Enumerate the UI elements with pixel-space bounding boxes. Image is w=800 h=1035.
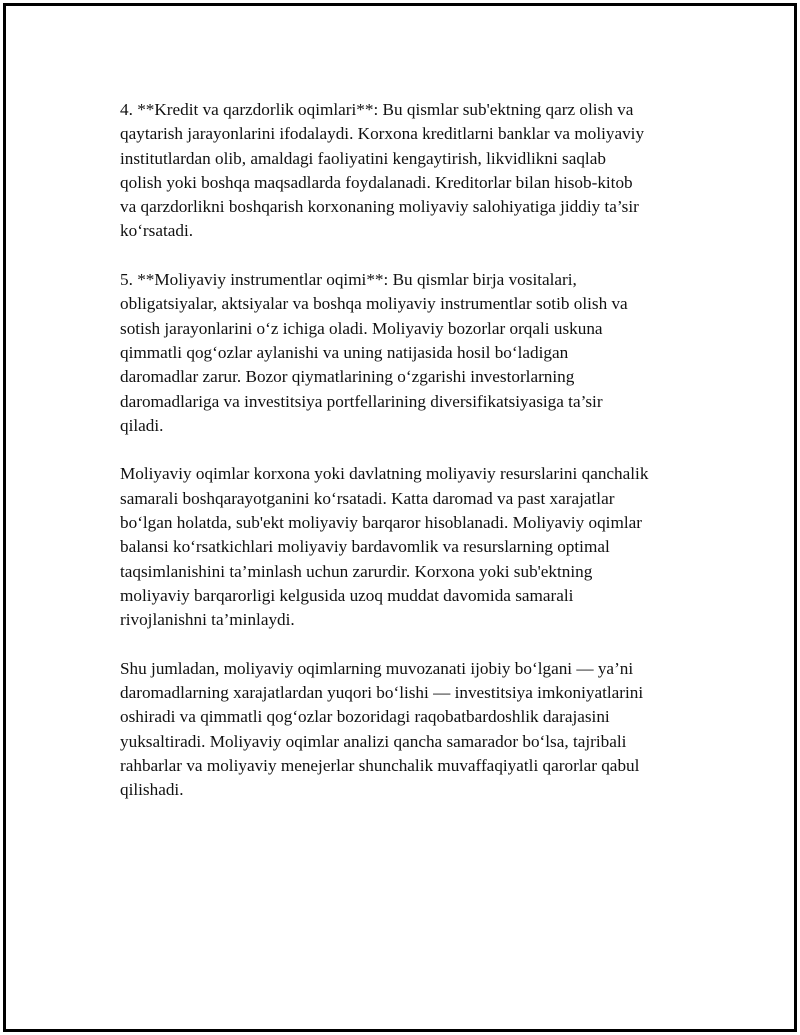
text-line: daromadlarning xarajatlardan yuqori bo‘lishi — investitsiya imkoniyatlarini: [120, 683, 644, 703]
text-line: qolish yoki boshqa maqsadlarda foydalanadi. Kreditorlar bilan hisob-kitob: [120, 172, 633, 192]
text-line: daromadlar zarur. Bozor qiymatlarining o‘zgarishi investorlarning: [120, 367, 575, 387]
text-line: obligatsiyalar, aktsiyalar va boshqa moliyaviy instrumentlar sotib olish va: [120, 294, 628, 314]
text-line: balansi ko‘rsatkichlari moliyaviy bardavomlik va resurslarning optimal: [120, 537, 610, 557]
paragraph-credit-flows: [120, 98, 700, 244]
text-line: daromadlariga va investitsiya portfellarining diversifikatsiyasiga ta’sir: [120, 391, 603, 411]
text-line: bo‘lgan holatda, sub'ekt moliyaviy barqaror hisoblanadi. Moliyaviy oqimlar: [120, 513, 642, 533]
text-line: ko‘rsatadi.: [120, 221, 194, 241]
page-frame: [3, 3, 797, 1032]
paragraph-financial-instruments: [120, 268, 700, 438]
text-line: qimmatli qog‘ozlar aylanishi va uning natijasida hosil bo‘ladigan: [120, 342, 569, 362]
text-line: rivojlanishni ta’minlaydi.: [120, 610, 295, 630]
text-line: oshiradi va qimmatli qog‘ozlar bozoridagi raqobatbardoshlik darajasini: [120, 707, 610, 727]
text-line: 5. **Moliyaviy instrumentlar oqimi**: Bu qismlar birja vositalari,: [120, 270, 577, 290]
text-line: rahbarlar va moliyaviy menejerlar shunchalik muvaffaqiyatli qarorlar qabul: [120, 756, 640, 776]
text-line: yuksaltiradi. Moliyaviy oqimlar analizi qancha samarador bo‘lsa, tajribali: [120, 731, 627, 751]
text-line: 4. **Kredit va qarzdorlik oqimlari**: Bu qismlar sub'ektning qarz olish va: [120, 100, 634, 119]
text-line: sotish jarayonlarini o‘z ichiga oladi. Moliyaviy bozorlar orqali uskuna: [120, 318, 603, 338]
text-line: Shu jumladan, moliyaviy oqimlarning muvozanati ijobiy bo‘lgani — ya’ni: [120, 658, 634, 678]
text-line: institutlardan olib, amaldagi faoliyatini kengaytirish, likvidlikni saqlab: [120, 148, 606, 168]
text-line: Moliyaviy oqimlar korxona yoki davlatning moliyaviy resurslarini qanchalik: [120, 464, 649, 484]
text-line: qiladi.: [120, 415, 164, 435]
text-line: qaytarish jarayonlarini ifodalaydi. Korxona kreditlarni banklar va moliyaviy: [120, 124, 645, 144]
text-line: samarali boshqarayotganini ko‘rsatadi. Katta daromad va past xarajatlar: [120, 488, 615, 508]
text-line: taqsimlanishini ta’minlash uchun zarurdir. Korxona yoki sub'ektning: [120, 561, 593, 581]
text-line: qilishadi.: [120, 780, 184, 800]
paragraph-balance-conclusion: [120, 657, 700, 803]
paragraph-resource-management: [120, 462, 700, 632]
document-body: [120, 98, 700, 827]
text-line: moliyaviy barqarorligi kelgusida uzoq muddat davomida samarali: [120, 585, 574, 605]
text-line: va qarzdorlikni boshqarish korxonaning moliyaviy salohiyatiga jiddiy ta’sir: [120, 197, 639, 217]
